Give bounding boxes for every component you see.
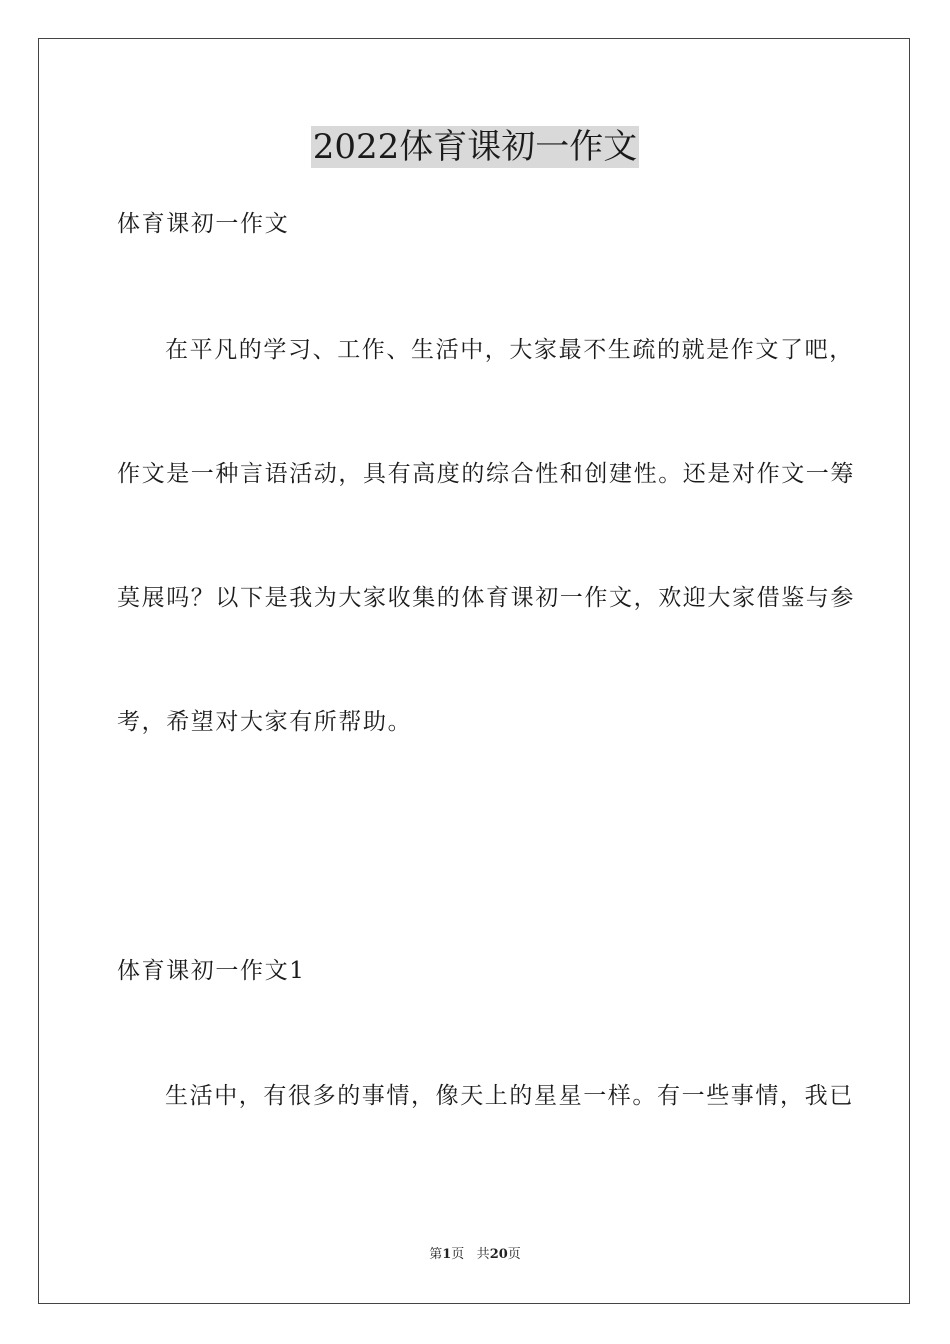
page-unit: 页 [451,1247,465,1262]
document-title-text: 2022体育课初一作文 [312,127,638,167]
paragraph-line: 生活中，有很多的事情，像天上的星星一样。有一些事情，我已 [165,1083,854,1109]
paragraph-line: 考，希望对大家有所帮助。 [117,709,413,735]
current-page-number: 1 [442,1247,452,1262]
page-prefix: 第 [429,1247,443,1262]
intro-heading: 体育课初一作文 [117,211,290,237]
total-prefix: 共 [476,1247,490,1262]
paragraph-line: 莫展吗？以下是我为大家收集的体育课初一作文，欢迎大家借鉴与参 [117,585,855,611]
document-title [0,126,950,168]
total-page-number: 20 [489,1247,508,1262]
page-footer [0,1246,950,1264]
paragraph-line: 在平凡的学习、工作、生活中，大家最不生疏的就是作文了吧， [165,337,854,363]
total-unit: 页 [507,1247,521,1262]
paragraph-line: 作文是一种言语活动，具有高度的综合性和创建性。还是对作文一筹 [117,461,855,487]
section-heading: 体育课初一作文1 [117,958,306,984]
